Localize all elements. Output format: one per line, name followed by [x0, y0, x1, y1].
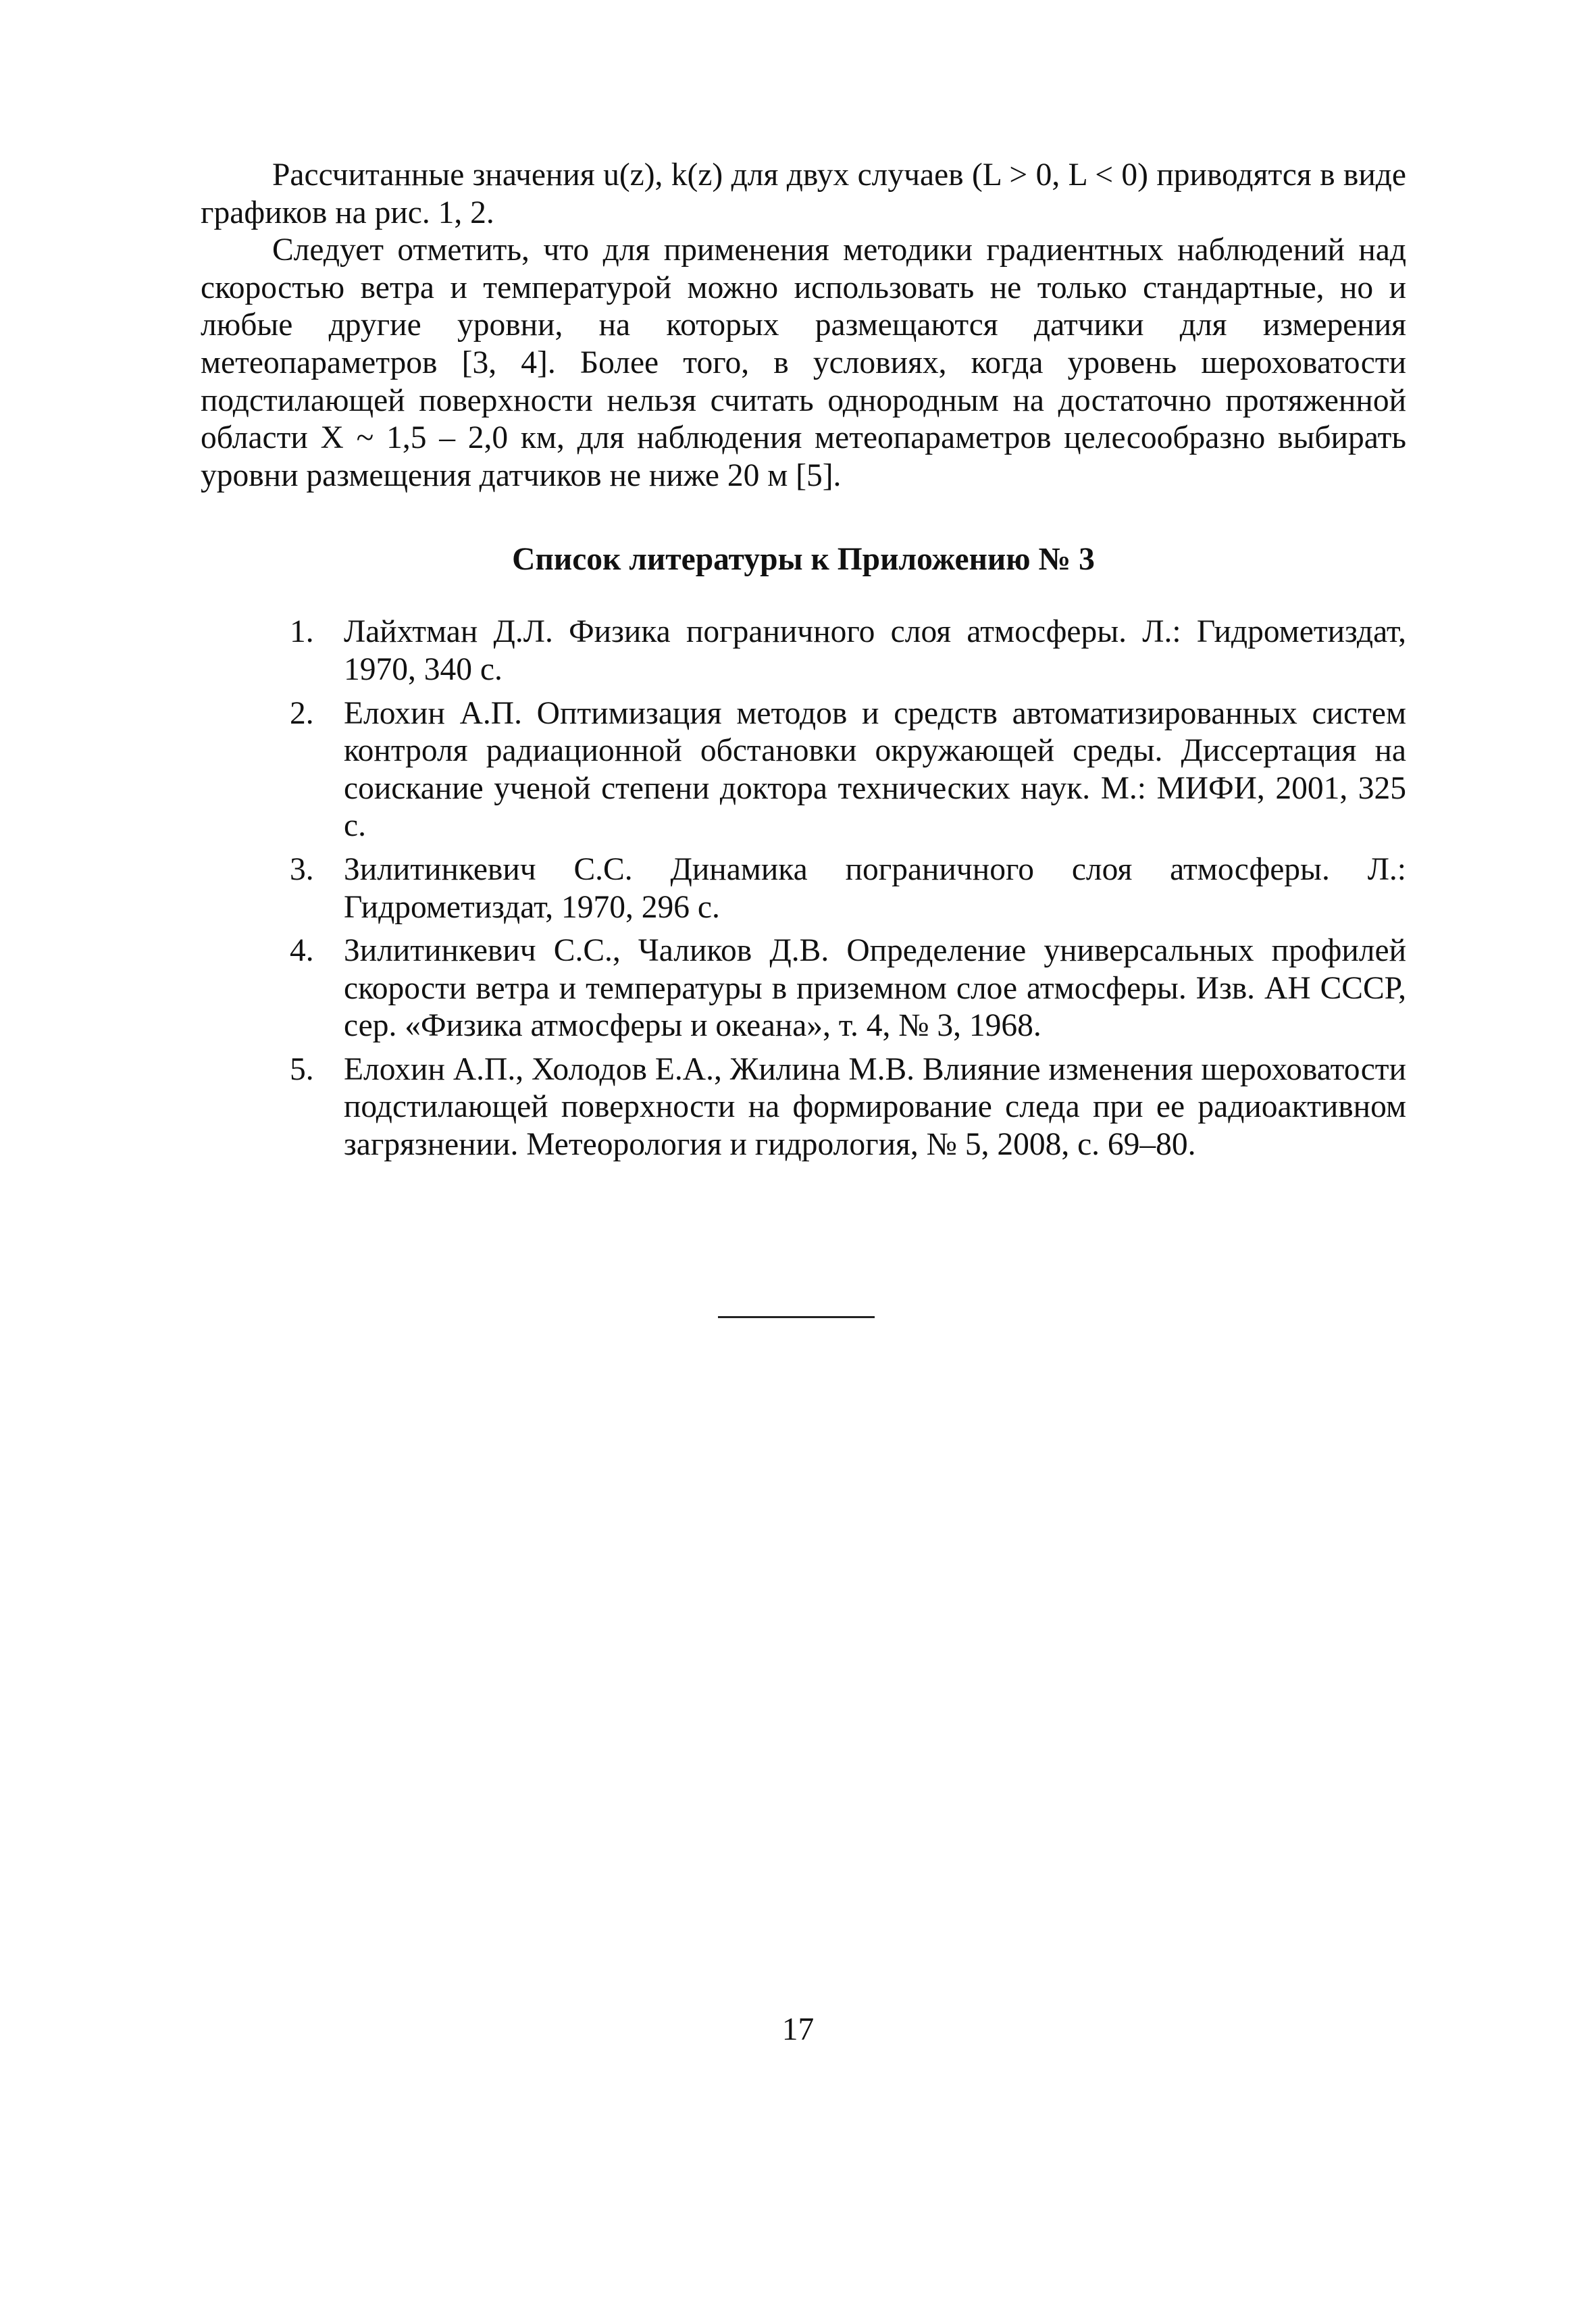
- references-heading: Список литературы к Приложению № 3: [512, 542, 1095, 578]
- reference-number: 3.: [290, 851, 314, 887]
- section-end-rule: [718, 1316, 875, 1318]
- page-content: [201, 157, 1406, 1170]
- reference-item: [201, 613, 1406, 688]
- reference-number: 2.: [290, 695, 314, 731]
- reference-number: 5.: [290, 1051, 314, 1087]
- body-paragraph-2: Следует отметить, что для применения методики градиентных наблюдений над скоростью ветра и температурой можно использовать не только стандартные, но и любые другие уровни, на которых размещаются датчики для измерения метеопараметров [3, 4]. Более того, в условиях, когда уровень шероховатости подстилающей поверхности нельзя считать однородным на достаточно протяженной области X ~ 1,5 – 2,0 км, для наблюдения метеопараметров целесообразно выбирать уровни размещения датчиков не ниже 20 м [5].: [201, 232, 1406, 493]
- reference-item: [201, 1051, 1406, 1164]
- page-number: 17: [781, 2012, 815, 2047]
- reference-item: [201, 851, 1406, 926]
- body-paragraph-1: Рассчитанные значения u(z), k(z) для двух случаев (L > 0, L < 0) приводятся в виде графиков на рис. 1, 2.: [201, 157, 1406, 230]
- reference-item: [201, 695, 1406, 845]
- references-list: [201, 613, 1406, 1163]
- reference-text: Елохин А.П. Оптимизация методов и средств автоматизированных систем контроля радиационной обстановки окружающей среды. Диссертация на соискание ученой степени доктора технических наук. М.: МИФИ, 2001, 325 с.: [344, 695, 1406, 844]
- reference-text: Зилитинкевич С.С., Чаликов Д.В. Определение универсальных профилей скорости ветра и температуры в приземном слое атмосферы. Изв. АН СССР, сер. «Физика атмосферы и океана», т. 4, № 3, 1968.: [344, 933, 1406, 1044]
- reference-number: 1.: [290, 614, 314, 650]
- reference-item: [201, 932, 1406, 1045]
- reference-text: Елохин А.П., Холодов Е.А., Жилина М.В. Влияние изменения шероховатости подстилающей поверхности на формирование следа при ее радиоактивном загрязнении. Метеорология и гидрология, № 5, 2008, с. 69–80.: [344, 1051, 1406, 1163]
- reference-text: Лайхтман Д.Л. Физика пограничного слоя атмосферы. Л.: Гидрометиздат, 1970, 340 с.: [344, 614, 1406, 687]
- reference-number: 4.: [290, 933, 314, 969]
- reference-text: Зилитинкевич С.С. Динамика пограничного слоя атмосферы. Л.: Гидрометиздат, 1970, 296 с.: [344, 851, 1406, 925]
